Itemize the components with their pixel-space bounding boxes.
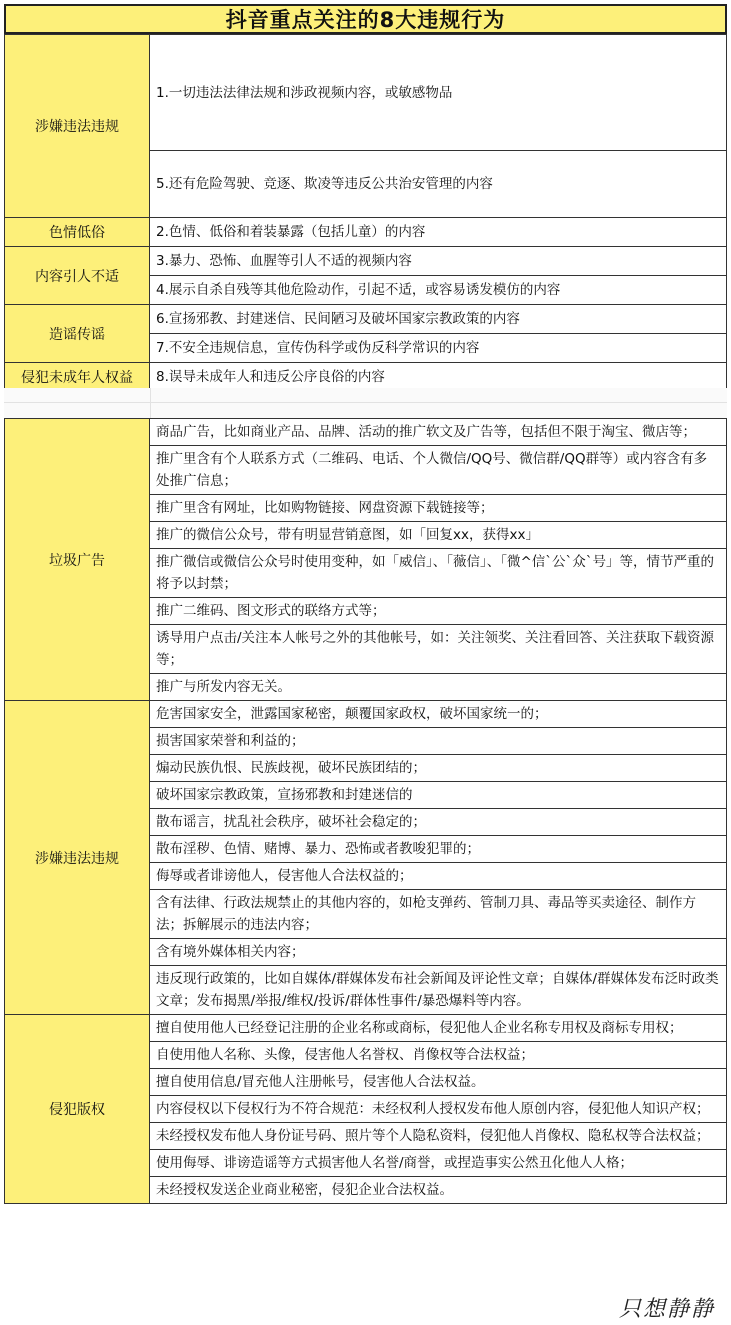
content-cell: 推广微信或微信公众号时使用变种，如「威信」、「薇信」、「微^信`公`众`号」等，情节严重的将予以封禁；	[150, 549, 727, 598]
content-cell: 推广里含有网址，比如购物链接、网盘资源下载链接等；	[150, 495, 727, 522]
content-cell: 推广的微信公众号，带有明显营销意图，如「回复xx，获得xx」	[150, 522, 727, 549]
table-row	[5, 701, 727, 728]
content-cell: 散布淫秽、色情、赌博、暴力、恐怖或者教唆犯罪的；	[150, 836, 727, 863]
content-cell: 5.还有危险驾驶、竞逐、欺凌等违反公共治安管理的内容	[150, 151, 727, 218]
content-cell: 推广与所发内容无关。	[150, 674, 727, 701]
content-cell: 8.误导未成年人和违反公序良俗的内容	[150, 363, 727, 392]
violations-table-main	[4, 34, 727, 392]
content-cell: 诱导用户点击/关注本人帐号之外的其他帐号，如：关注领奖、关注看回答、关注获取下载资源等；	[150, 625, 727, 674]
category-cell: 色情低俗	[5, 218, 150, 247]
table-row	[5, 1015, 727, 1042]
content-cell: 1.一切违法法律法规和涉政视频内容，或敏感物品	[150, 35, 727, 151]
table-row	[5, 218, 727, 247]
content-cell: 自使用他人名称、头像，侵害他人名誉权、肖像权等合法权益；	[150, 1042, 727, 1069]
content-cell: 损害国家荣誉和利益的；	[150, 728, 727, 755]
empty-spreadsheet-row	[4, 388, 727, 418]
content-cell: 危害国家安全，泄露国家秘密，颠覆国家政权，破坏国家统一的；	[150, 701, 727, 728]
category-cell: 侵犯未成年人权益	[5, 363, 150, 392]
content-cell: 擅自使用信息/冒充他人注册帐号，侵害他人合法权益。	[150, 1069, 727, 1096]
content-cell: 散布谣言，扰乱社会秩序，破坏社会稳定的；	[150, 809, 727, 836]
category-cell: 造谣传谣	[5, 305, 150, 363]
content-cell: 侮辱或者诽谤他人，侵害他人合法权益的；	[150, 863, 727, 890]
table-row	[5, 419, 727, 446]
page-title: 抖音重点关注的8大违规行为	[4, 4, 727, 34]
content-cell: 未经授权发送企业商业秘密，侵犯企业合法权益。	[150, 1177, 727, 1204]
content-cell: 擅自使用他人已经登记注册的企业名称或商标，侵犯他人企业名称专用权及商标专用权；	[150, 1015, 727, 1042]
content-cell: 使用侮辱、诽谤造谣等方式损害他人名誉/商誉，或捏造事实公然丑化他人人格；	[150, 1150, 727, 1177]
category-cell: 内容引人不适	[5, 247, 150, 305]
content-cell: 内容侵权以下侵权行为不符合规范：未经权利人授权发布他人原创内容，侵犯他人知识产权；	[150, 1096, 727, 1123]
table-row	[5, 247, 727, 276]
content-cell: 推广里含有个人联系方式（二维码、电话、个人微信/QQ号、微信群/QQ群等）或内容含有多处推广信息；	[150, 446, 727, 495]
category-cell: 侵犯版权	[5, 1015, 150, 1204]
watermark-signature: 只想静静	[609, 1290, 725, 1325]
content-cell: 商品广告，比如商业产品、品牌、活动的推广软文及广告等，包括但不限于淘宝、微店等；	[150, 419, 727, 446]
content-cell: 2.色情、低俗和着装暴露（包括儿童）的内容	[150, 218, 727, 247]
content-cell: 未经授权发布他人身份证号码、照片等个人隐私资料，侵犯他人肖像权、隐私权等合法权益；	[150, 1123, 727, 1150]
violations-table-detail	[4, 418, 727, 1204]
content-cell: 含有法律、行政法规禁止的其他内容的，如枪支弹药、管制刀具、毒品等买卖途径、制作方法；拆解展示的违法内容；	[150, 890, 727, 939]
content-cell: 7.不安全违规信息，宣传伪科学或伪反科学常识的内容	[150, 334, 727, 363]
content-cell: 违反现行政策的，比如自媒体/群媒体发布社会新闻及评论性文章；自媒体/群媒体发布泛时政类文章；发布揭黑/举报/维权/投诉/群体性事件/暴恐爆料等内容。	[150, 966, 727, 1015]
content-cell: 煽动民族仇恨、民族歧视，破坏民族团结的；	[150, 755, 727, 782]
content-cell: 破坏国家宗教政策，宣扬邪教和封建迷信的	[150, 782, 727, 809]
table-row	[5, 305, 727, 334]
category-cell: 涉嫌违法违规	[5, 35, 150, 218]
category-cell: 垃圾广告	[5, 419, 150, 701]
category-cell: 涉嫌违法违规	[5, 701, 150, 1015]
content-cell: 含有境外媒体相关内容；	[150, 939, 727, 966]
content-cell: 4.展示自杀自残等其他危险动作，引起不适，或容易诱发模仿的内容	[150, 276, 727, 305]
content-cell: 3.暴力、恐怖、血腥等引人不适的视频内容	[150, 247, 727, 276]
content-cell: 推广二维码、图文形式的联络方式等；	[150, 598, 727, 625]
content-cell: 6.宣扬邪教、封建迷信、民间陋习及破坏国家宗教政策的内容	[150, 305, 727, 334]
table-row	[5, 35, 727, 151]
